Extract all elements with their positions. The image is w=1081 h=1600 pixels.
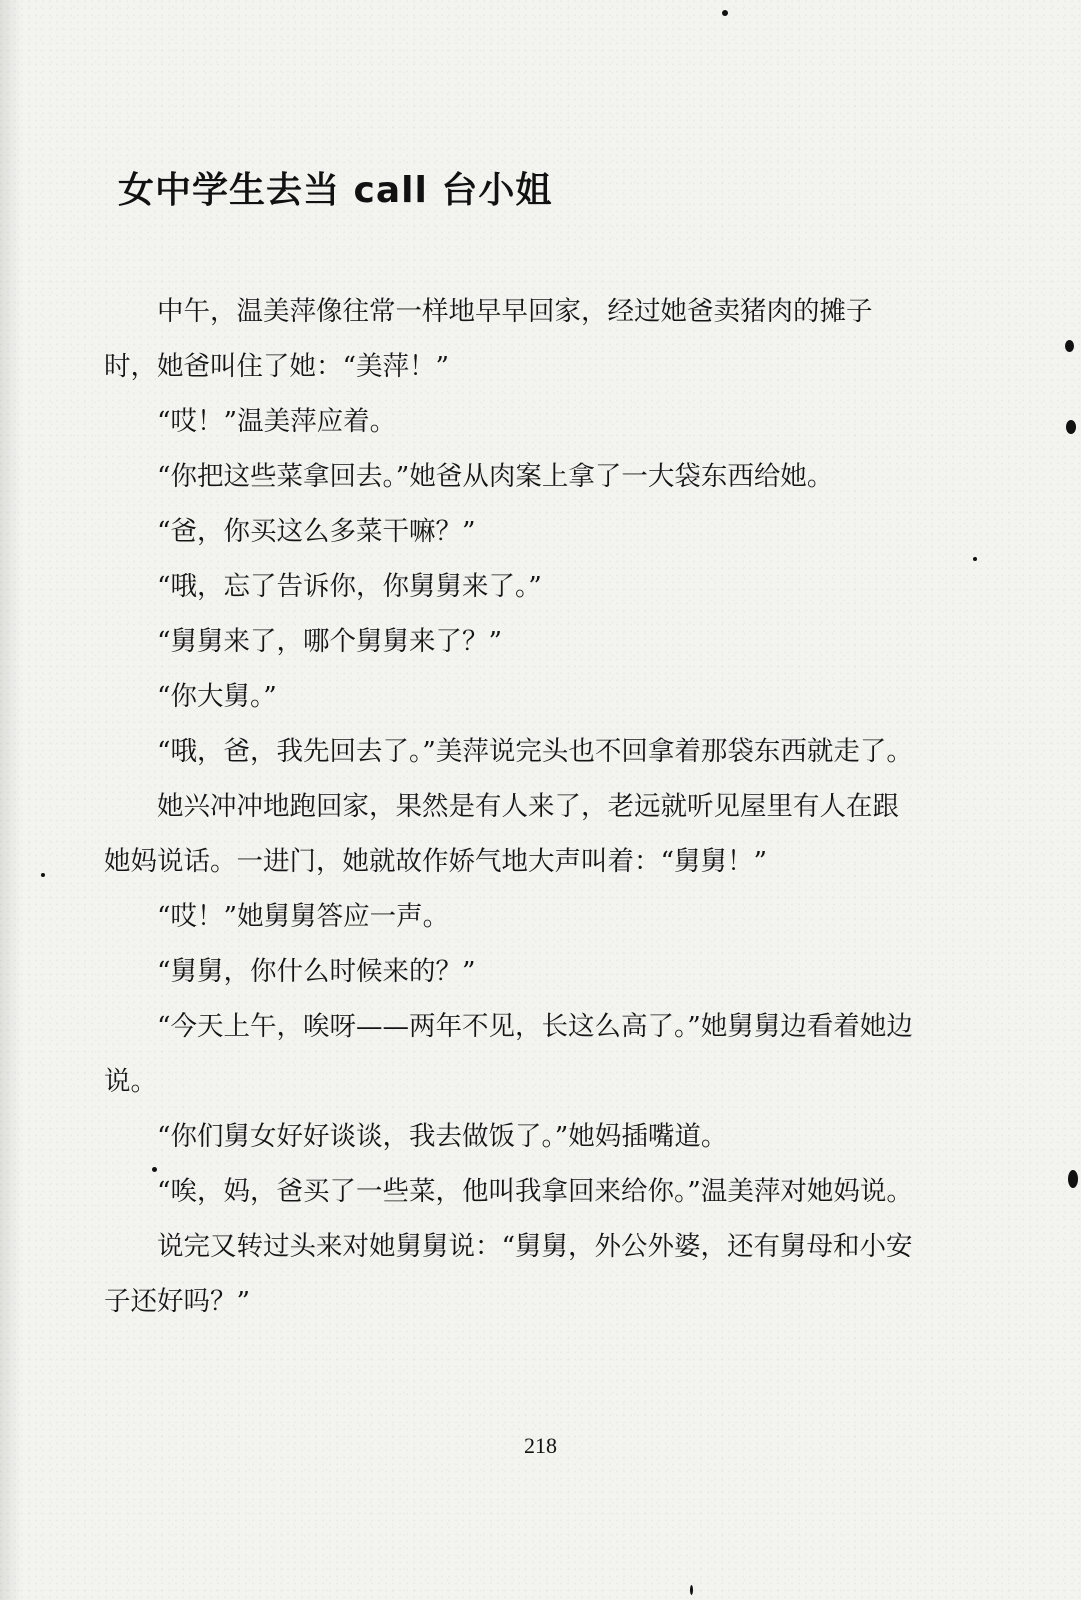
scan-speck (1068, 1170, 1078, 1188)
scan-speck (41, 873, 45, 877)
scan-speck (152, 1167, 157, 1172)
paragraph: “哦，爸，我先回去了。”美萍说完头也不回拿着那袋东西就走了。 (157, 736, 913, 767)
paragraph: “你们舅女好好谈谈，我去做饭了。”她妈插嘴道。 (157, 1121, 728, 1152)
paragraph: “舅舅，你什么时候来的？” (157, 956, 476, 987)
paragraph: “你大舅。” (157, 681, 277, 712)
scan-speck (973, 557, 977, 561)
paragraph: “你把这些菜拿回去。”她爸从肉案上拿了一大袋东西给她。 (157, 461, 834, 492)
scan-speck (1065, 340, 1074, 352)
paragraph: 中午，温美萍像往常一样地早早回家，经过她爸卖猪肉的摊子时，她爸叫住了她：“美萍！” (104, 296, 873, 382)
page-number: 218 (524, 1433, 557, 1458)
scan-speck (1066, 420, 1076, 434)
paragraph: “哦，忘了告诉你，你舅舅来了。” (157, 571, 542, 602)
body-text (104, 284, 924, 1329)
paragraph: “唉，妈，爸买了一些菜，他叫我拿回来给你。”温美萍对她妈说。 (157, 1176, 913, 1207)
paragraph: “哎！”她舅舅答应一声。 (157, 901, 450, 932)
paragraph: “哎！”温美萍应着。 (157, 406, 397, 437)
paragraph: 说完又转过头来对她舅舅说：“舅舅，外公外婆，还有舅母和小安子还好吗？” (104, 1231, 913, 1317)
paragraph: “爸，你买这么多菜干嘛？” (157, 516, 476, 547)
scan-speck (690, 1585, 693, 1595)
paragraph: “舅舅来了，哪个舅舅来了？” (157, 626, 503, 657)
paragraph: 她兴冲冲地跑回家，果然是有人来了，老远就听见屋里有人在跟她妈说话。一进门，她就故作娇气地大声叫着：“舅舅！” (104, 791, 899, 877)
paragraph: “今天上午，唉呀——两年不见，长这么高了。”她舅舅边看着她边说。 (104, 1011, 913, 1097)
chapter-title: 女中学生去当 call 台小姐 (118, 170, 553, 211)
scan-speck (722, 10, 728, 16)
